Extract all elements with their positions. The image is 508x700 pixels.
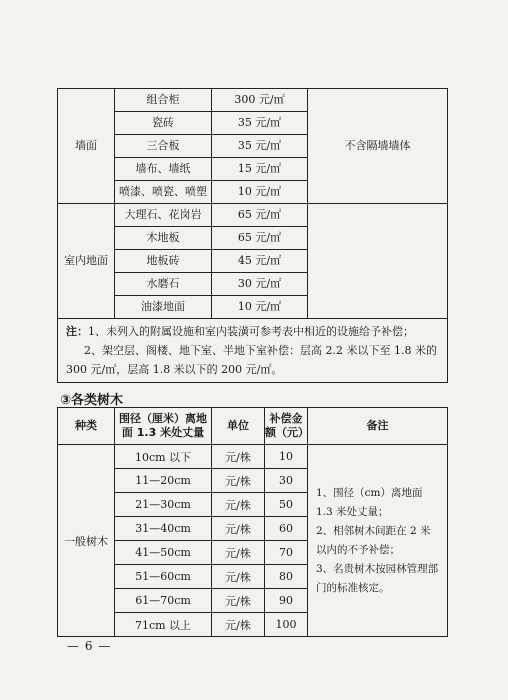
- amount-cell: 30: [265, 469, 308, 493]
- item-cell: 三合板: [115, 135, 212, 158]
- price-cell: 45 元/㎡: [212, 250, 308, 273]
- table-header-row: [58, 408, 448, 445]
- unit-cell: 元/株: [212, 517, 265, 541]
- item-cell: 墙布、墙纸: [115, 158, 212, 181]
- unit-cell: 元/株: [212, 541, 265, 565]
- price-cell: 30 元/㎡: [212, 273, 308, 296]
- amount-cell: 50: [265, 493, 308, 517]
- item-cell: 油漆地面: [115, 296, 212, 319]
- wall-group-label: 墙面: [58, 89, 115, 204]
- girth-cell: 51—60cm: [115, 565, 212, 589]
- remark-2: 2、相邻树木间距在 2 米以内的不予补偿；: [316, 524, 431, 556]
- amount-cell: 10: [265, 445, 308, 469]
- unit-cell: 元/株: [212, 589, 265, 613]
- header-girth: 围径（厘米）离地面 1.3 米处丈量: [115, 408, 212, 445]
- girth-cell: 11—20cm: [115, 469, 212, 493]
- table-row: [58, 204, 448, 227]
- notes-row: [58, 319, 448, 383]
- price-cell: 65 元/㎡: [212, 227, 308, 250]
- remark-3: 3、名贵树木按园林管理部门的标准核定。: [316, 562, 439, 594]
- floor-note-cell: [308, 204, 448, 319]
- tree-group-label: 一般树木: [58, 445, 115, 637]
- girth-cell: 61—70cm: [115, 589, 212, 613]
- item-cell: 水磨石: [115, 273, 212, 296]
- amount-cell: 70: [265, 541, 308, 565]
- girth-cell: 71cm 以上: [115, 613, 212, 637]
- unit-cell: 元/株: [212, 493, 265, 517]
- price-cell: 35 元/㎡: [212, 112, 308, 135]
- table-row: [58, 89, 448, 112]
- note-2a: 2、架空层、阁楼、地下室、半地下室补偿：层高 2.2 米以下至 1.8 米的: [84, 344, 437, 357]
- amount-cell: 90: [265, 589, 308, 613]
- item-cell: 喷漆、喷瓷、喷塑: [115, 181, 212, 204]
- wall-note-cell: 不含隔墙墙体: [308, 89, 448, 204]
- girth-cell: 10cm 以下: [115, 445, 212, 469]
- page-number: — 6 —: [67, 639, 112, 653]
- girth-cell: 31—40cm: [115, 517, 212, 541]
- girth-cell: 41—50cm: [115, 541, 212, 565]
- price-cell: 300 元/㎡: [212, 89, 308, 112]
- price-cell: 35 元/㎡: [212, 135, 308, 158]
- amount-cell: 100: [265, 613, 308, 637]
- remarks-cell: [308, 445, 448, 637]
- remark-1: 1、围径（cm）离地面 1.3 米处丈量；: [316, 486, 423, 518]
- item-cell: 木地板: [115, 227, 212, 250]
- price-cell: 10 元/㎡: [212, 181, 308, 204]
- note-label: 注：: [66, 325, 88, 338]
- facility-compensation-table: [57, 88, 448, 383]
- item-cell: 地板砖: [115, 250, 212, 273]
- header-remark: 备注: [308, 408, 448, 445]
- note-2b: 300 元/㎡，层高 1.8 米以下的 200 元/㎡。: [66, 363, 283, 376]
- unit-cell: 元/株: [212, 469, 265, 493]
- header-amount: 补偿金额（元）: [265, 408, 308, 445]
- table-row: [58, 445, 448, 469]
- floor-group-label: 室内地面: [58, 204, 115, 319]
- price-cell: 65 元/㎡: [212, 204, 308, 227]
- section-title-trees: ③各类树木: [60, 393, 124, 408]
- amount-cell: 60: [265, 517, 308, 541]
- amount-cell: 80: [265, 565, 308, 589]
- price-cell: 10 元/㎡: [212, 296, 308, 319]
- girth-cell: 21—30cm: [115, 493, 212, 517]
- header-unit: 单位: [212, 408, 265, 445]
- item-cell: 大理石、花岗岩: [115, 204, 212, 227]
- notes-cell: [58, 319, 448, 383]
- header-kind: 种类: [58, 408, 115, 445]
- item-cell: 组合柜: [115, 89, 212, 112]
- tree-compensation-table: [57, 407, 448, 637]
- note-1: 1、未列入的附属设施和室内装潢可参考表中相近的设施给予补偿；: [88, 325, 414, 338]
- unit-cell: 元/株: [212, 565, 265, 589]
- unit-cell: 元/株: [212, 445, 265, 469]
- unit-cell: 元/株: [212, 613, 265, 637]
- price-cell: 15 元/㎡: [212, 158, 308, 181]
- item-cell: 瓷砖: [115, 112, 212, 135]
